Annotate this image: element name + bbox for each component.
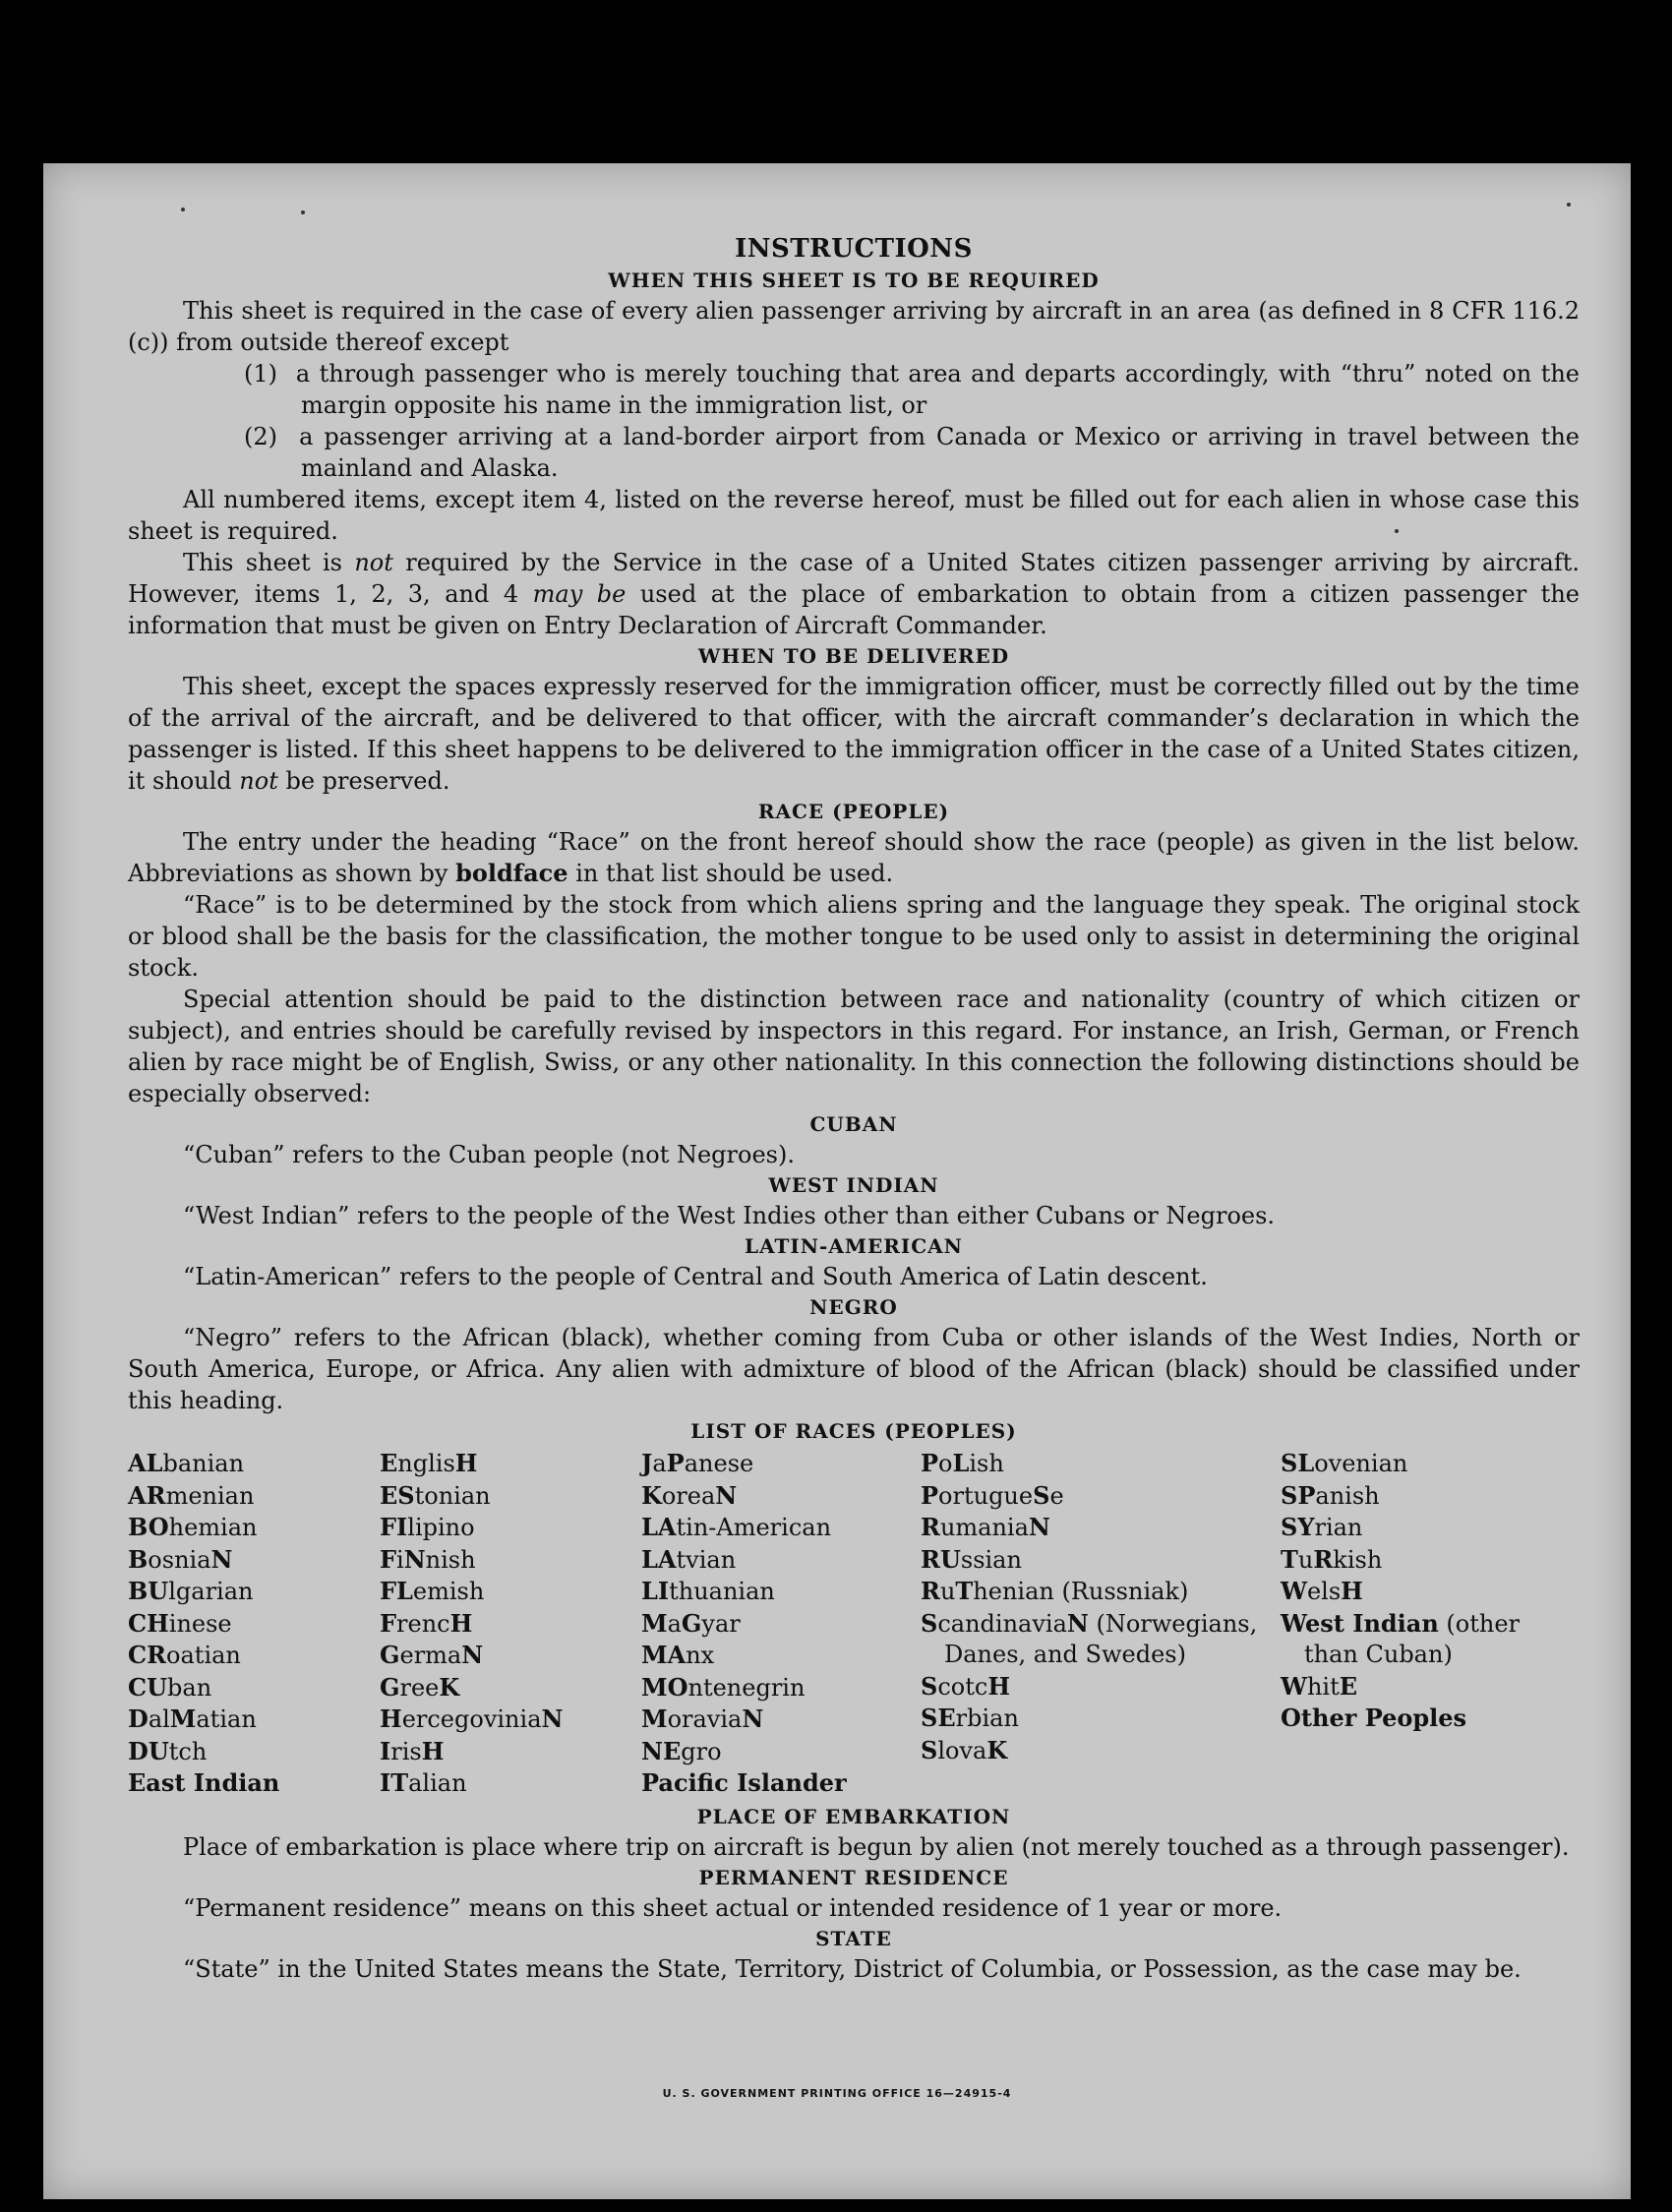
race-entry: FIlipino: [380, 1513, 475, 1541]
race-entry: SLovenian: [1281, 1449, 1408, 1477]
page-title: INSTRUCTIONS: [735, 234, 973, 264]
text-run: The entry under the heading “Race” on the front hereof should show the race (people) as given in the list below. Abbreviations as shown by: [128, 828, 1580, 887]
item-text: a through passenger who is merely touching that area and departs accordingly, with “thru” noted on the margin opposite his name in the immigration list, or: [295, 360, 1580, 419]
emphasis: not: [354, 549, 393, 576]
race-entry: RuThenian (Russniak): [921, 1577, 1189, 1605]
paragraph-state: “State” in the United States means the State, Territory, District of Columbia, or Possession, as the case may be.: [183, 1954, 1522, 1983]
race-entry: MOntenegrin: [641, 1672, 806, 1702]
race-entry: CHinese: [128, 1608, 232, 1638]
race-column-5: [1281, 1448, 1580, 1800]
race-entry: ALbanian: [128, 1449, 245, 1477]
paragraph-delivered: [128, 671, 1580, 797]
scan-speck: [1567, 203, 1571, 207]
race-entry: RUssian: [921, 1544, 1022, 1574]
race-entry: ITalian: [380, 1768, 467, 1797]
race-entry: DUtch: [128, 1736, 208, 1765]
text-run: This sheet is: [183, 549, 355, 576]
paragraph-residence: “Permanent residence” means on this sheet actual or intended residence of 1 year or more.: [183, 1893, 1283, 1922]
paragraph-race-definition: “Race” is to be determined by the stock from which aliens spring and the language they speak. The original stock or blood shall be the basis for the classification, the mother tongue to be used only to assist in determining the original stock.: [128, 891, 1580, 982]
race-entry: DalMatian: [128, 1704, 257, 1733]
race-entry: LAtvian: [641, 1544, 737, 1574]
race-entry: EnglisH: [380, 1449, 478, 1477]
text-run: be preserved.: [277, 767, 450, 795]
race-entry: RumaniaN: [921, 1513, 1050, 1541]
race-entry: WelsH: [1281, 1577, 1363, 1605]
race-entry: GermaN: [380, 1641, 484, 1669]
race-entry: BosniaN: [128, 1544, 233, 1574]
text-run: in that list should be used.: [567, 860, 894, 887]
paragraph-race-nationality: Special attention should be paid to the distinction between race and nationality (country of which citizen or subject), and entries should be carefully revised by inspectors in this regard. For instance, an Irish, German, or French alien by race might be of English, Swiss, or any other nationality. In this connection the following distinctions should be especially observed:: [128, 986, 1580, 1107]
race-entry: MoraviaN: [641, 1704, 764, 1733]
paragraph-required: This sheet is required in the case of every alien passenger arriving by aircraft in an area (as defined in 8 CFR 116.2 (c)) from outside thereof except: [128, 297, 1580, 356]
item-number: (2): [244, 423, 277, 450]
heading-when-required: WHEN THIS SHEET IS TO BE REQUIRED: [608, 269, 1100, 292]
race-entry: LAtin-American: [641, 1513, 832, 1541]
race-entry: CRoatian: [128, 1641, 241, 1669]
heading-place-of-embarkation: PLACE OF EMBARKATION: [696, 1804, 1011, 1828]
race-entry: BOhemian: [128, 1513, 258, 1541]
race-entry: ARmenian: [128, 1480, 255, 1510]
text-run: This sheet, except the spaces expressly reserved for the immigration officer, must be correctly filled out by the time of the arrival of the aircraft, and be delivered to that officer, with the aircraft commander’s declaration in which the passenger is listed. If this sheet happens to be delivered to the immigration officer in the case of a United States citizen, it should: [128, 673, 1580, 795]
race-entry: ScotcH: [921, 1671, 1011, 1701]
emphasis: may be: [532, 580, 627, 608]
race-entry: NEgro: [641, 1736, 722, 1765]
race-column-4: [921, 1448, 1281, 1800]
race-entry: JaPanese: [641, 1449, 754, 1477]
text-run: required by the Service in the case of a United States citizen passenger arriving by aircraft. However, items 1, 2, 3, and 4: [128, 549, 1580, 608]
document-sheet: [43, 163, 1631, 2199]
race-entry: Other Peoples: [1281, 1704, 1467, 1732]
bold-word: boldface: [455, 859, 568, 887]
paragraph-west-indian: “West Indian” refers to the people of the West Indies other than either Cubans or Negroes.: [183, 1202, 1276, 1229]
race-entry: East Indian: [128, 1768, 280, 1797]
race-entry: PortugueSe: [921, 1480, 1064, 1510]
race-entry: WhitE: [1281, 1671, 1358, 1701]
race-entry: GreeK: [380, 1672, 460, 1702]
paragraph-race-entry: [128, 826, 1580, 889]
race-entry: KoreaN: [641, 1480, 738, 1510]
text-run: used at the place of embarkation to obtain from a citizen passenger the information that must be given on Entry Declaration of Aircraft Commander.: [128, 580, 1580, 639]
paragraph-citizen: [128, 547, 1580, 641]
race-entry: SPanish: [1281, 1480, 1380, 1510]
race-entry: MaGyar: [641, 1608, 741, 1638]
race-entry: FiNnish: [380, 1544, 476, 1574]
heading-permanent-residence: PERMANENT RESIDENCE: [698, 1865, 1009, 1889]
paragraph-numbered-items: All numbered items, except item 4, listed on the reverse hereof, must be filled out for each alien in whose case this sheet is required.: [128, 486, 1580, 545]
race-entry: SYrian: [1281, 1513, 1363, 1541]
heading-state: STATE: [815, 1926, 892, 1950]
race-entry: HercegoviniaN: [380, 1704, 564, 1733]
race-entry: CUban: [128, 1672, 212, 1702]
race-entry: PoLish: [921, 1449, 1004, 1477]
race-entry: West Indian (other than Cuban): [1281, 1608, 1521, 1668]
heading-latin-american: LATIN-AMERICAN: [745, 1234, 963, 1258]
heading-west-indian: WEST INDIAN: [768, 1173, 939, 1197]
race-entry: EStonian: [380, 1480, 491, 1510]
race-entry: SErbian: [921, 1704, 1019, 1732]
paragraph-negro: “Negro” refers to the African (black), whether coming from Cuba or other islands of the West Indies, North or South America, Europe, or Africa. Any alien with admixture of blood of the African (black) should be classified under this heading.: [128, 1324, 1580, 1414]
race-entry: IrisH: [380, 1736, 445, 1765]
item-number: (1): [244, 360, 277, 388]
scan-speck: [301, 210, 305, 214]
item-text: a passenger arriving at a land-border airport from Canada or Mexico or arriving in travel between the mainland and Alaska.: [299, 423, 1580, 482]
paragraph-latin-american: “Latin-American” refers to the people of Central and South America of Latin descent.: [183, 1263, 1208, 1290]
exception-item-2: [128, 421, 1580, 484]
heading-when-delivered: WHEN TO BE DELIVERED: [697, 644, 1010, 668]
scan-speck: [181, 208, 185, 211]
heading-negro: NEGRO: [809, 1295, 898, 1319]
race-column-1: [128, 1448, 380, 1800]
instructions-content: [128, 232, 1580, 1985]
paragraph-cuban: “Cuban” refers to the Cuban people (not Negroes).: [183, 1141, 795, 1168]
heading-race: RACE (PEOPLE): [757, 800, 950, 823]
printing-office-footer: U. S. GOVERNMENT PRINTING OFFICE 16—24915-4: [662, 2087, 1012, 2100]
exception-item-1: [128, 358, 1580, 421]
race-entry: FrencH: [380, 1608, 473, 1638]
race-entry: LIthuanian: [641, 1577, 775, 1605]
race-column-2: [380, 1448, 641, 1800]
race-column-3: [641, 1448, 921, 1800]
race-entry: FLemish: [380, 1577, 485, 1605]
paragraph-embarkation: Place of embarkation is place where trip on aircraft is begun by alien (not merely touched as a through passenger).: [183, 1832, 1570, 1861]
race-entry: Pacific Islander: [641, 1768, 847, 1797]
race-entry: TuRkish: [1281, 1544, 1383, 1574]
race-entry: BUlgarian: [128, 1577, 254, 1605]
race-entry: MAnx: [641, 1641, 715, 1669]
heading-list-of-races: LIST OF RACES (PEOPLES): [690, 1419, 1017, 1443]
race-entry: ScandinaviaN (Norwegians, Danes, and Swedes): [921, 1608, 1258, 1668]
emphasis: not: [239, 767, 278, 795]
race-list: [128, 1448, 1580, 1800]
race-entry: SlovaK: [921, 1735, 1008, 1764]
heading-cuban: CUBAN: [809, 1112, 898, 1136]
